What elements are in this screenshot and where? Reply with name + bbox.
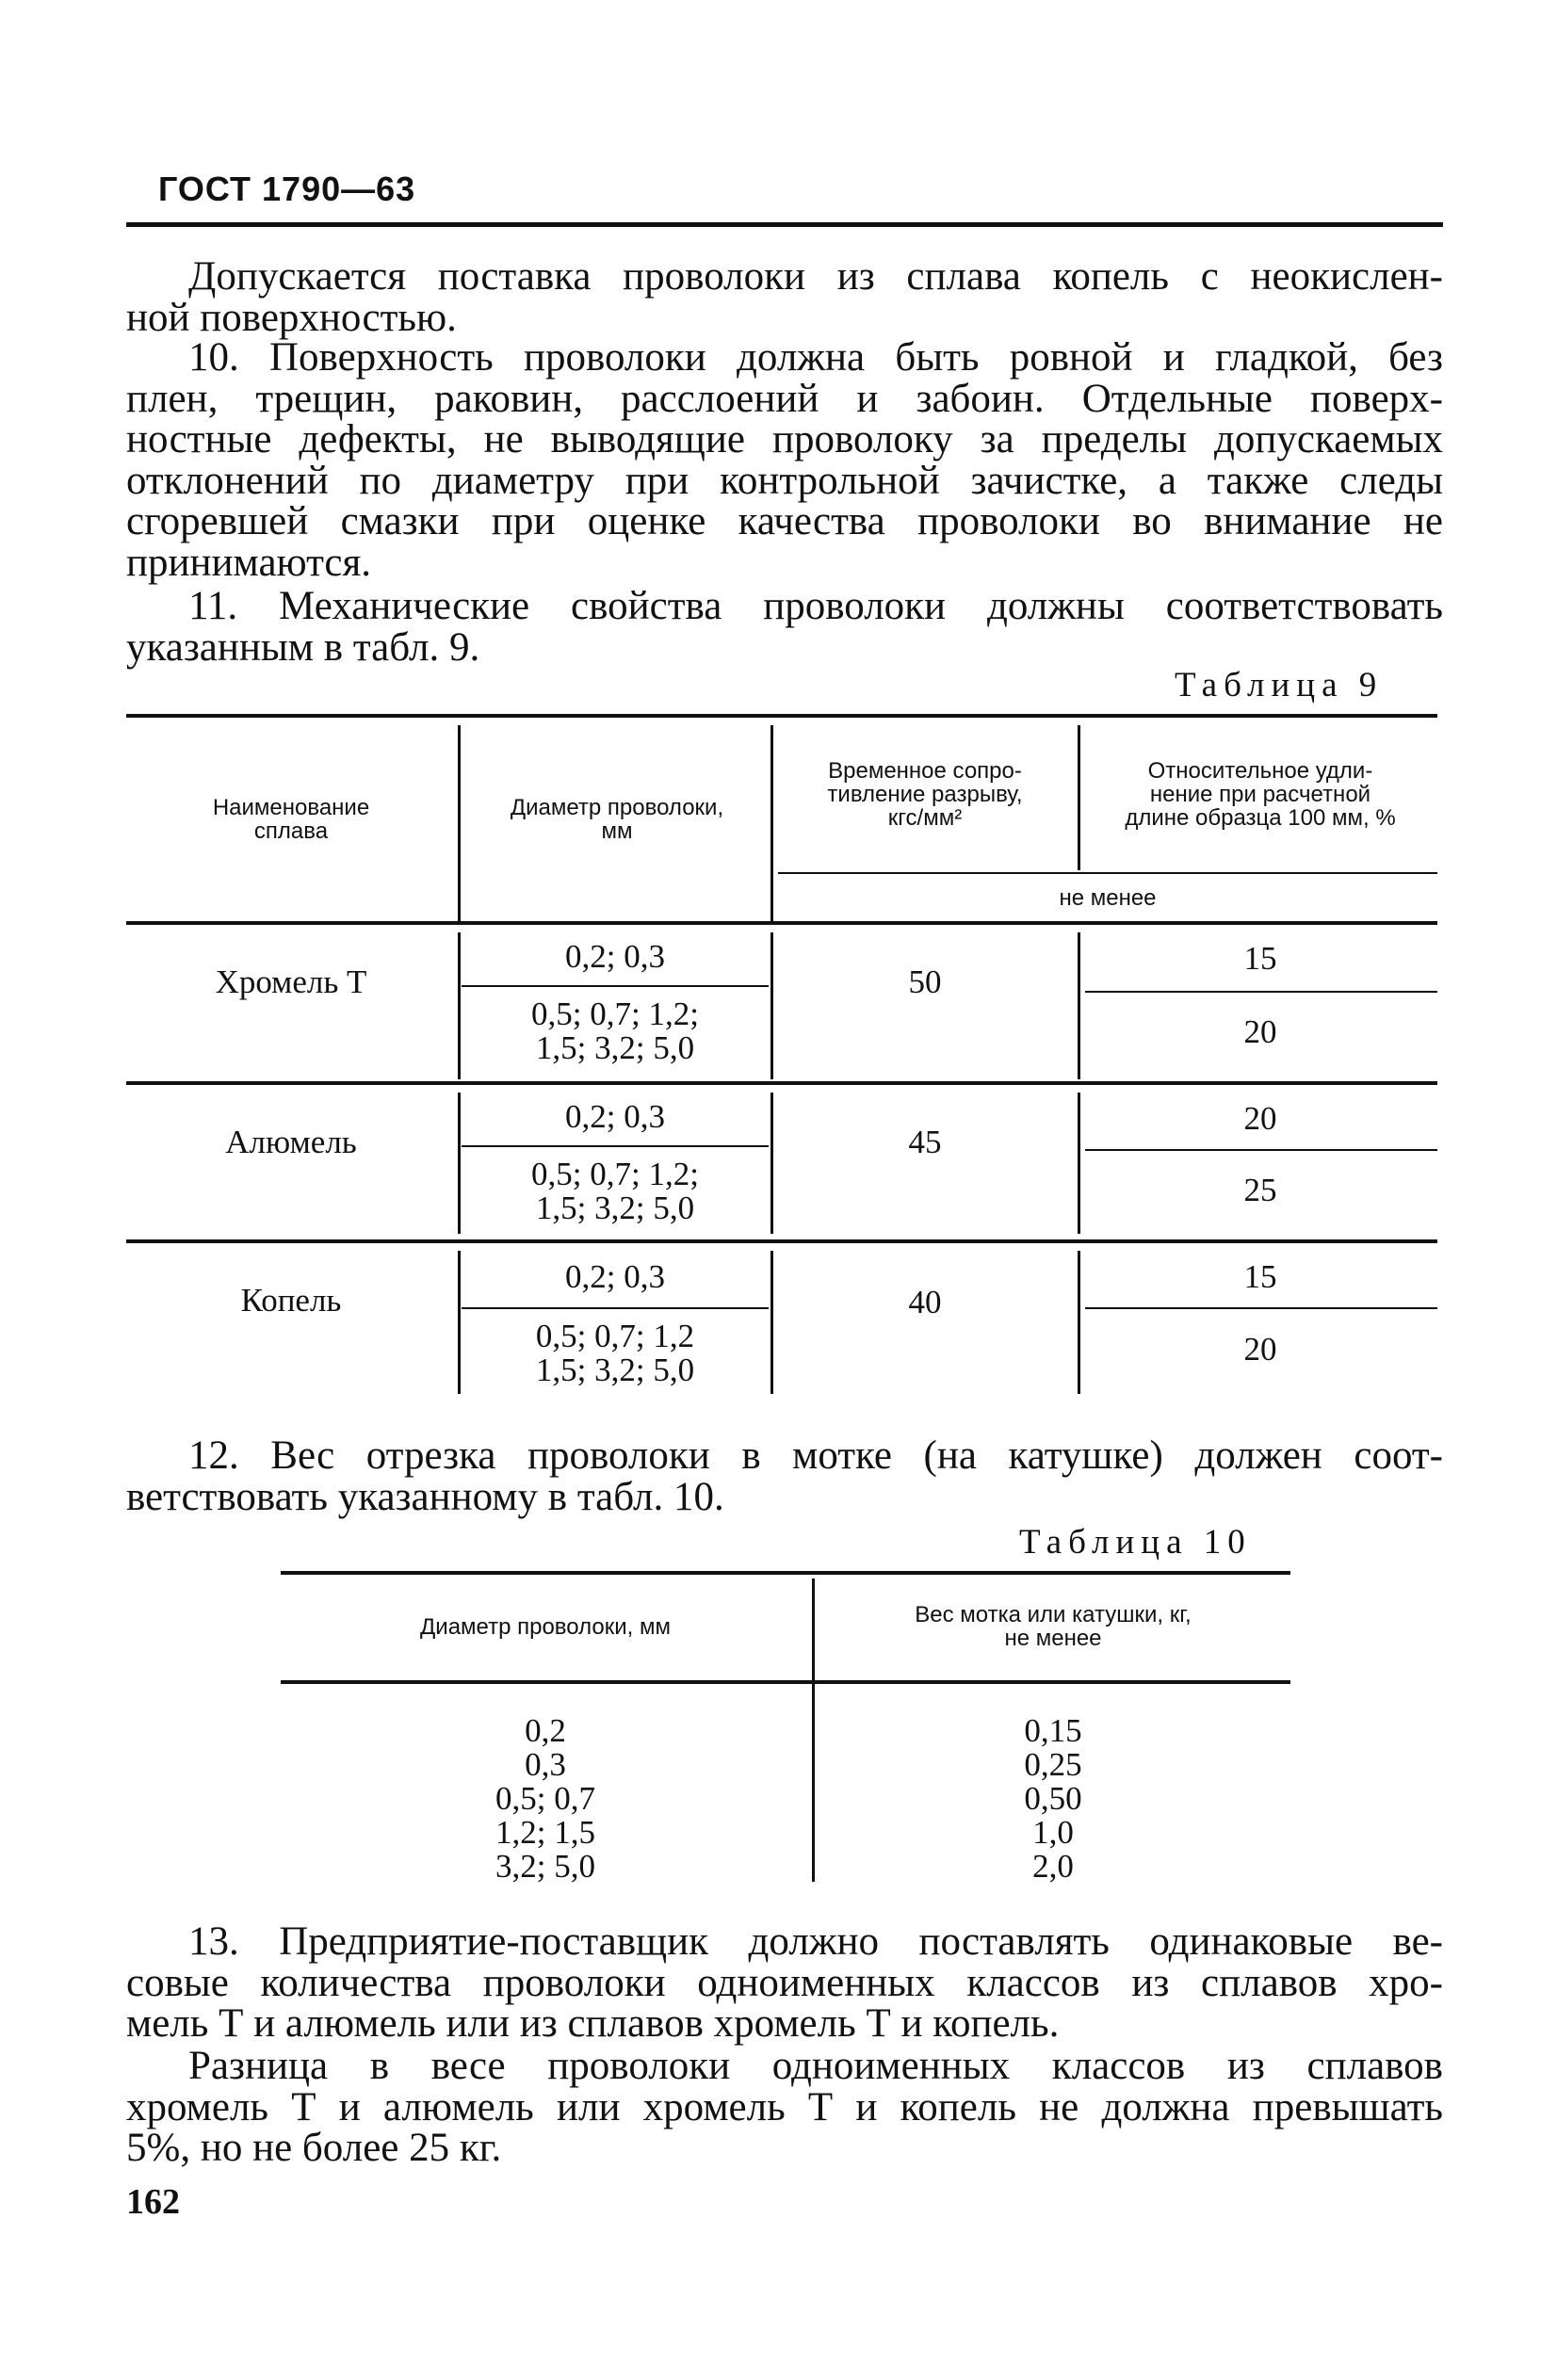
table9-vrule [458, 932, 461, 1079]
table9-vrule [458, 725, 461, 921]
table10-diameters [281, 1712, 810, 1886]
diameter-small: 0,2; 0,3 [565, 1098, 665, 1135]
table9-header-strength: Временное сопро- тивление разрыву, кгс/мм² [827, 757, 1023, 831]
text-line: плен, трещин, раковин, расслоений и забоин. Отдельные поверх- [126, 376, 1443, 421]
table9-vrule [1078, 1093, 1080, 1234]
header-rule [126, 222, 1443, 227]
paragraph-13 [126, 1921, 1443, 2045]
table10-weights [816, 1712, 1290, 1886]
text-line: сгоревшей смазки при оценке качества проволоки во внимание не [126, 499, 1443, 543]
paragraph-10 [126, 337, 1443, 583]
text-line: Допускается поставка проволоки из сплава копель с неокислен- [188, 254, 1443, 299]
text-line: отклонений по диаметру при контрольной зачистке, а также следы [126, 458, 1443, 503]
cell-divider [1085, 1307, 1437, 1309]
table-cell: 0,25 [1024, 1746, 1082, 1783]
table-cell: 2,0 [1032, 1848, 1074, 1885]
document-header: ГОСТ 1790—63 [158, 170, 416, 208]
strength-value: 45 [908, 1124, 942, 1160]
elongation-small: 20 [1243, 1100, 1277, 1137]
table9-vrule [770, 932, 773, 1079]
cell-divider [462, 1307, 769, 1309]
table10-header-weight: Вес мотка или катушки, кг, не менее [915, 1602, 1192, 1651]
table9-vrule [458, 1093, 461, 1234]
text-line: хромель Т и алюмель или хромель Т и копель не должна превышать [126, 2084, 1443, 2129]
diameter-small: 0,2; 0,3 [565, 1258, 665, 1295]
paragraph-intro [126, 256, 1443, 338]
table-cell: 0,50 [1024, 1780, 1082, 1817]
cell-divider [1085, 991, 1437, 993]
table-cell: 0,3 [525, 1746, 566, 1783]
table-cell: 0,15 [1024, 1712, 1082, 1749]
text-line: 13. Предприятие-поставщик должно поставлять одинаковые ве- [188, 1919, 1443, 1964]
alloy-name: Алюмель [225, 1124, 357, 1160]
table9-header-alloy: Наименование сплава [212, 795, 370, 844]
alloy-name: Копель [240, 1282, 342, 1319]
text-line: 5%, но не более 25 кг. [126, 2126, 502, 2170]
strength-value: 40 [908, 1284, 942, 1320]
table9-row-rule [126, 1239, 1437, 1243]
strength-value: 50 [908, 963, 942, 1000]
cell-divider [462, 985, 769, 987]
diameter-small: 0,2; 0,3 [565, 938, 665, 975]
table9-vrule [458, 1251, 461, 1394]
table10-header-rule [281, 1680, 1290, 1684]
page-number: 162 [126, 2182, 180, 2222]
table-cell: 0,2 [525, 1712, 566, 1749]
cell-divider [462, 1145, 769, 1147]
text-line: указанным в табл. 9. [126, 624, 480, 670]
table-cell: 1,0 [1032, 1814, 1074, 1851]
text-line: 10. Поверхность проволоки должна быть ровной и гладкой, без [188, 335, 1443, 380]
text-line: 11. Механические свойства проволоки должны соответствовать [188, 584, 1443, 628]
table9-caption: Таблица 9 [1175, 666, 1384, 704]
text-line: ветствовать указанному в табл. 10. [126, 1474, 724, 1519]
table9-row-rule [126, 1081, 1437, 1085]
elongation-small: 15 [1243, 1258, 1277, 1295]
text-line: принимаются. [126, 540, 372, 585]
diameter-large: 0,5; 0,7; 1,2; 1,5; 3,2; 5,0 [531, 1156, 699, 1226]
text-line: ной поверхностью. [126, 295, 457, 340]
table-cell: 1,2; 1,5 [495, 1814, 595, 1851]
cell-divider [1085, 1149, 1437, 1151]
diameter-large: 0,5; 0,7; 1,2 1,5; 3,2; 5,0 [535, 1318, 695, 1388]
table-cell: 3,2; 5,0 [495, 1848, 595, 1885]
alloy-name: Хромель Т [215, 963, 367, 1000]
elongation-large: 25 [1243, 1172, 1277, 1208]
table9-vrule [1078, 725, 1080, 870]
paragraph-11 [126, 586, 1443, 668]
table9-header-min-note: не менее [1059, 884, 1157, 911]
elongation-small: 15 [1243, 940, 1277, 977]
table9-header-diameter: Диаметр проволоки, мм [510, 795, 724, 844]
text-line: мель Т и алюмель или из сплавов хромель Т и копель. [126, 2001, 1060, 2046]
text-line: 12. Вес отрезка проволоки в мотке (на катушке) должен соот- [188, 1433, 1443, 1478]
text-line: совые количества проволоки одноименных классов из сплавов хро- [126, 1960, 1443, 2005]
elongation-large: 20 [1243, 1013, 1277, 1050]
table10-vrule [812, 1579, 815, 1882]
table9-vrule [1078, 932, 1080, 1079]
text-line: ностные дефекты, не выводящие проволоку за пределы допускаемых [126, 417, 1443, 461]
table9-header-rule [126, 921, 1437, 925]
table9-vrule [1078, 1251, 1080, 1394]
table10-caption: Таблица 10 [1019, 1523, 1252, 1562]
table9-vrule [770, 725, 773, 921]
table10-header-diameter: Диаметр проволоки, мм [420, 1613, 671, 1640]
diameter-large: 0,5; 0,7; 1,2; 1,5; 3,2; 5,0 [531, 996, 699, 1066]
text-line: Разница в весе проволоки одноименных классов из сплавов [188, 2044, 1443, 2088]
paragraph-difference [126, 2046, 1443, 2169]
table9-vrule [770, 1093, 773, 1234]
table9-header-elongation: Относительное удли- нение при расчетной длине образца 100 мм, % [1125, 757, 1396, 831]
paragraph-12 [126, 1435, 1443, 1517]
elongation-large: 20 [1243, 1331, 1277, 1368]
table9-vrule [770, 1251, 773, 1394]
table-cell: 0,5; 0,7 [495, 1780, 595, 1817]
